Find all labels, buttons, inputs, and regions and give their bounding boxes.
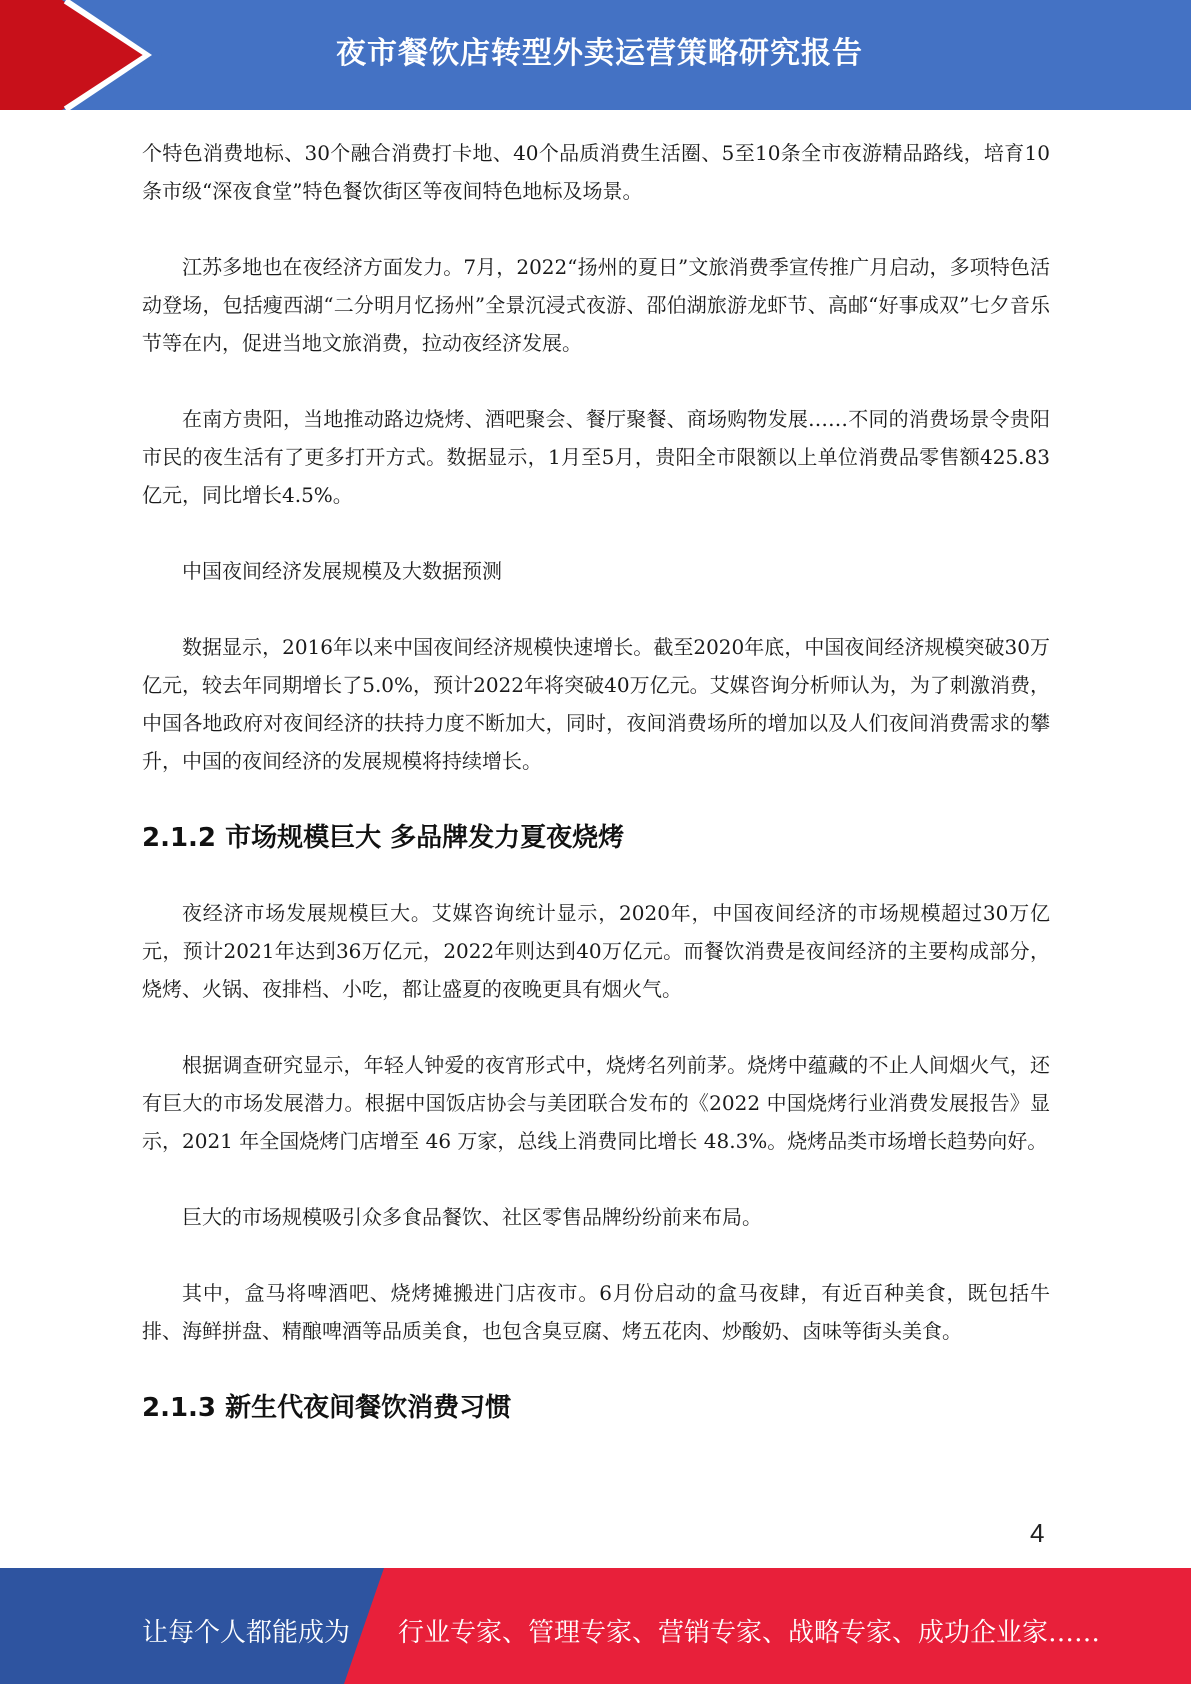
- paragraph-4: 中国夜间经济发展规模及大数据预测: [182, 559, 502, 583]
- paragraph-1: 个特色消费地标、30个融合消费打卡地、40个品质消费生活圈、5至10条全市夜游精品路线，培育10条市级“深夜食堂”特色餐饮街区等夜间特色地标及场景。: [142, 141, 1050, 203]
- section-heading-2-1-3: 2.1.3 新生代夜间餐饮消费习惯: [142, 1393, 512, 1423]
- page-number: 4: [1030, 1518, 1045, 1548]
- page-footer: [0, 1568, 1191, 1684]
- paragraph-5: 数据显示，2016年以来中国夜间经济规模快速增长。截至2020年底，中国夜间经济规模突破30万亿元，较去年同期增长了5.0%，预计2022年将突破40万亿元。艾媒咨询分析师认为，为了刺激消费，中国各地政府对夜间经济的扶持力度不断加大，同时，夜间消费场所的增加以及人们夜间消费需求的攀升，中国的夜间经济的发展规模将持续增长。: [142, 635, 1050, 773]
- paragraph-6: 夜经济市场发展规模巨大。艾媒咨询统计显示，2020年，中国夜间经济的市场规模超过30万亿元，预计2021年达到36万亿元，2022年则达到40万亿元。而餐饮消费是夜间经济的主要构成部分，烧烤、火锅、夜排档、小吃，都让盛夏的夜晚更具有烟火气。: [142, 901, 1050, 1001]
- report-title: 夜市餐饮店转型外卖运营策略研究报告: [336, 36, 863, 71]
- paragraph-9: 其中，盒马将啤酒吧、烧烤摊搬进门店夜市。6月份启动的盒马夜肆，有近百种美食，既包括牛排、海鲜拼盘、精酿啤酒等品质美食，也包含臭豆腐、烤五花肉、炒酸奶、卤味等街头美食。: [142, 1281, 1050, 1343]
- page-body: [142, 134, 1050, 1464]
- section-heading-2-1-2: 2.1.2 市场规模巨大 多品牌发力夏夜烧烤: [142, 823, 625, 853]
- page-header: [0, 0, 1191, 110]
- paragraph-7: 根据调查研究显示，年轻人钟爱的夜宵形式中，烧烤名列前茅。烧烤中蕴藏的不止人间烟火气，还有巨大的市场发展潜力。根据中国饭店协会与美团联合发布的《2022 中国烧烤行业消费发展报告》显示，2021 年全国烧烤门店增至 46 万家，总线上消费同比增长 48.3%。烧烤品类市场增长趋势向好。: [142, 1053, 1050, 1153]
- footer-slogan-right: 行业专家、管理专家、营销专家、战略专家、成功企业家……: [398, 1618, 1101, 1648]
- paragraph-3: 在南方贵阳，当地推动路边烧烤、酒吧聚会、餐厅聚餐、商场购物发展……不同的消费场景令贵阳市民的夜生活有了更多打开方式。数据显示，1月至5月，贵阳全市限额以上单位消费品零售额425.83亿元，同比增长4.5%。: [142, 407, 1050, 507]
- footer-slogan-left: 让每个人都能成为: [142, 1618, 351, 1648]
- paragraph-8: 巨大的市场规模吸引众多食品餐饮、社区零售品牌纷纷前来布局。: [182, 1205, 762, 1229]
- paragraph-2: 江苏多地也在夜经济方面发力。7月，2022“扬州的夏日”文旅消费季宣传推广月启动，多项特色活动登场，包括瘦西湖“二分明月忆扬州”全景沉浸式夜游、邵伯湖旅游龙虾节、高邮“好事成双”七夕音乐节等在内，促进当地文旅消费，拉动夜经济发展。: [142, 255, 1050, 355]
